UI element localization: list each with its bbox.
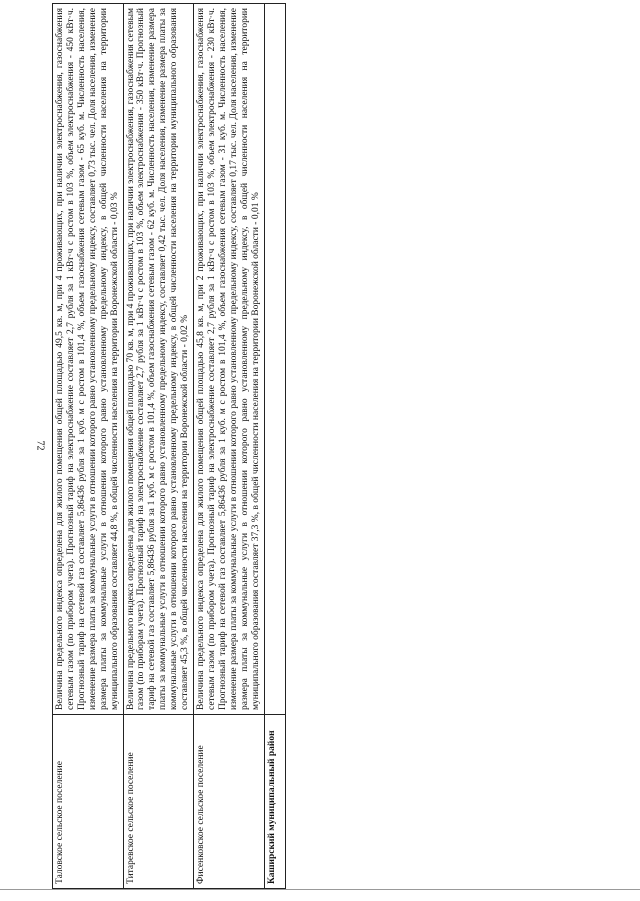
settlement-name: Таловское сельское поселение xyxy=(53,715,124,889)
settlement-name: Титаревское сельское поселение xyxy=(123,715,194,889)
settlement-description: Величина предельного индекса определена для жилого помещения общей площадью 70 кв. м, при 4 проживающих, при наличии электроснабжения, газоснабжения сетевым газом (по приборам учета). Прогнозный тариф на электроснабжение составляет 2,7 рубля за 1 кВт·ч с ростом в 103 %, объем электроснабжения - 350 кВт·ч. Прогнозный тариф на сетевой газ составляет 5,86436 рубля за 1 куб. м с ростом в 101,4 %, объем газоснабжения сетевым газом - 62 куб. м. Численность населения, изменение размера платы за коммунальные услуги в отношении которого равно установленному предельному индексу, составляет 0,42 тыс. чел. Доля населения, изменение размера платы за коммунальные услуги в отношении которого равно установленному предельному индексу, в общей численности населения на территории муниципального образования составляет 45,3 %, в общей численности населения на территории Воронежской области - 0,02 % xyxy=(123,4,194,715)
table-row xyxy=(53,4,124,889)
index-table xyxy=(52,3,286,889)
table-row xyxy=(123,4,194,889)
settlement-name: Фисенковское сельское поселение xyxy=(194,715,265,889)
table-frame xyxy=(52,8,612,889)
page-number: 72 xyxy=(34,440,46,451)
district-empty-cell xyxy=(264,4,285,715)
district-row xyxy=(264,4,285,889)
bottom-rule xyxy=(0,889,640,890)
district-name: Каширский муниципальный район xyxy=(264,715,285,889)
table-row xyxy=(194,4,265,889)
settlement-description: Величина предельного индекса определена для жилого помещения общей площадью 49,5 кв. м, при 4 проживающих, при наличии электроснабжения, газоснабжения сетевым газом (по прибором учета). Прогнозный тариф на электроснабжение составляет 2,7 рубля за 1 кВт·ч с ростом в 103 %, объем электроснабжения - 450 кВт·ч. Прогнозный тариф на сетевой газ составляет 5,86436 рубля за 1 куб. м с ростом в 101,4 %, объем газоснабжения сетевым газом - 65 куб. м. Численность населения, изменение размера платы за коммунальные услуги в отношении которого равно установленному предельному индексу, составляет 0,73 тыс. чел. Доля населения, изменение размера платы за коммунальные услуги в отношении которого равно установленному предельному индексу, в общей численности населения на территории муниципального образования составляет 44,8 %, в общей численности населения на территории Воронежской области - 0,03 % xyxy=(53,4,124,715)
rotated-page-content xyxy=(52,8,612,889)
settlement-description: Величина предельного индекса определена для жилого помещения общей площадью 45,8 кв. м, при 2 проживающих, при наличии электроснабжения, газоснабжения сетевым газом (по прибором учета). Прогнозный тариф на электроснабжение составляет 2,7 рубля за 1 кВт·ч с ростом в 103 %, объем электроснабжения - 230 кВт·ч. Прогнозный тариф на сетевой газ составляет 5,86436 рубля за 1 куб. м с ростом в 101,4 %, объем газоснабжения сетевым газом - 31 куб. м. Численность населения, изменение размера платы за коммунальные услуги в отношении которого равно установленному предельному индексу, составляет 0,17 тыс. чел. Доля населения, изменение размера платы за коммунальные услуги в отношении которого равно установленному предельному индексу, в общей численности населения на территории муниципального образования составляет 37,3 %, в общей численности населения на территории Воронежской области - 0,01 % xyxy=(194,4,265,715)
